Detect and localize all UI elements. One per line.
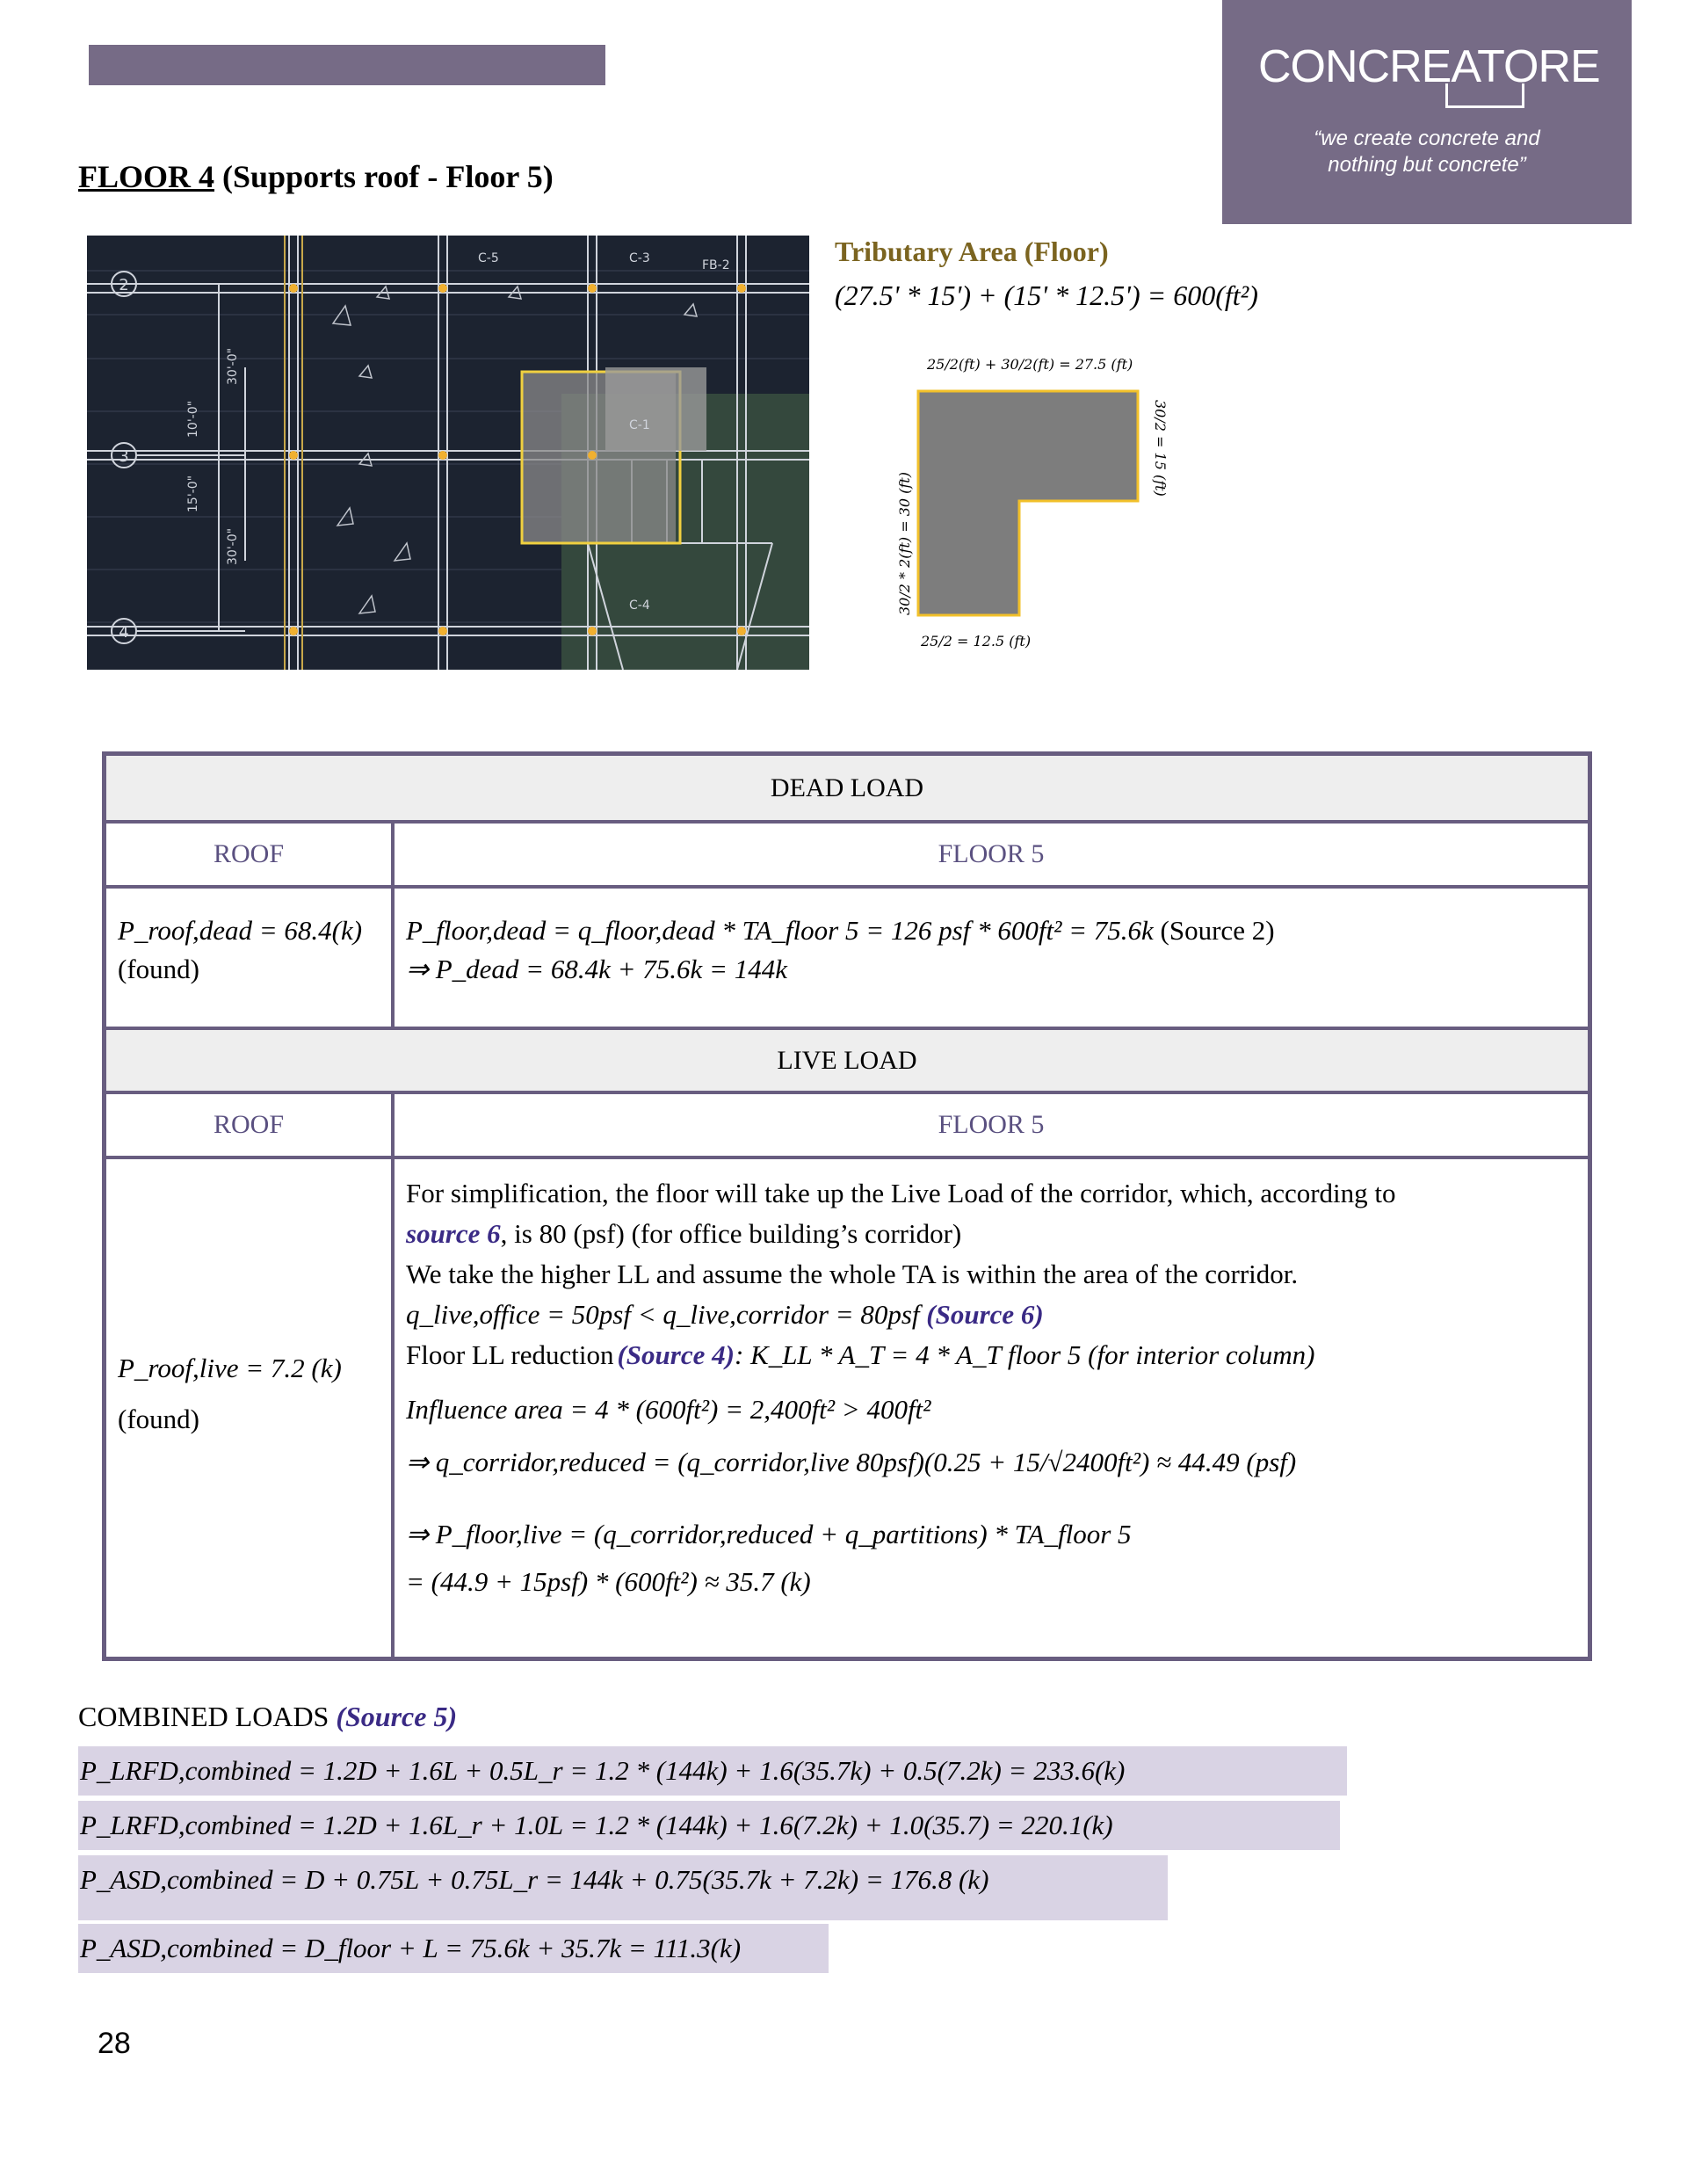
svg-text:C-1: C-1: [629, 418, 650, 432]
svg-text:3: 3: [119, 447, 129, 466]
tributary-area-title: Tributary Area (Floor): [835, 236, 1109, 267]
brand-tagline: “we create concrete and nothing but concrete”: [1314, 127, 1540, 177]
header-bar: [89, 45, 605, 85]
diagram-bottom-label: 25/2 = 12.5 (ft): [921, 633, 1032, 649]
dead-load-floor-cell: [395, 889, 1588, 1027]
live-text-1: For simplification, the floor will take up the Live Load of the corridor, which, according to: [406, 1178, 1396, 1208]
roof-column-header: ROOF: [106, 824, 395, 885]
combined-asd-row-2: P_ASD,combined = D_floor + L = 75.6k + 35.7k = 111.3(k): [78, 1924, 829, 1973]
svg-text:C-5: C-5: [478, 251, 499, 265]
combined-lrfd-row-2: P_LRFD,combined = 1.2D + 1.6L_r + 1.0L = 1.2 * (144k) + 1.6(7.2k) + 1.0(35.7) = 220.1(k): [78, 1801, 1340, 1850]
brand-name: CONCREATORE: [1258, 41, 1600, 92]
live-equation-5: ⇒ P_floor,live = (q_corridor,reduced + q_partitions) * TA_floor 5: [406, 1519, 1132, 1549]
dead-load-values: [106, 889, 1588, 1030]
svg-text:C-4: C-4: [629, 599, 650, 613]
live-roof-equation: P_roof,live = 7.2 (k): [118, 1353, 342, 1383]
floor5-column-header: FLOOR 5: [938, 839, 1045, 868]
diagram-left-label: 30/2 * 2(ft) = 30 (ft): [896, 472, 913, 615]
live-load-values: [106, 1159, 1588, 1657]
tributary-area-diagram: [844, 334, 1248, 668]
brand-mark: [1445, 83, 1524, 108]
svg-text:10'-0": 10'-0": [186, 400, 200, 438]
live-load-header: LIVE LOAD: [106, 1030, 1588, 1094]
dead-floor-equation-2: ⇒ P_dead = 68.4k + 75.6k = 144k: [406, 954, 787, 984]
live-text-3: We take the higher LL and assume the whole TA is within the area of the corridor.: [406, 1259, 1299, 1289]
combined-asd-row-1: P_ASD,combined = D + 0.75L + 0.75L_r = 144k + 0.75(35.7k + 7.2k) = 176.8 (k): [78, 1855, 1168, 1920]
cad-floor-plan: [87, 236, 809, 670]
live-roof-found: (found): [118, 1404, 199, 1434]
tributary-area-equation: (27.5' * 15') + (15' * 12.5') = 600(ft²): [835, 279, 1258, 311]
live-equation-4: ⇒ q_corridor,reduced = (q_corridor,live 80psf)(0.25 + 15/√2400ft²) ≈ 44.49 (psf): [406, 1447, 1297, 1477]
svg-text:15'-0": 15'-0": [186, 475, 200, 512]
diagram-top-label: 25/2(ft) + 30/2(ft) = 27.5 (ft): [927, 356, 1133, 373]
dead-load-column-headers: [106, 824, 1588, 889]
svg-text:2: 2: [119, 276, 129, 294]
dead-roof-equation: P_roof,dead = 68.4(k): [118, 915, 363, 946]
floor5-column-header: FLOOR 5: [938, 1110, 1045, 1139]
svg-text:30'-0": 30'-0": [226, 347, 240, 385]
live-equation-6: = (44.9 + 15psf) * (600ft²) ≈ 35.7 (k): [406, 1566, 811, 1597]
svg-text:C-3: C-3: [629, 251, 650, 265]
live-load-roof-cell: [106, 1159, 395, 1657]
dead-load-header: DEAD LOAD: [106, 756, 1588, 824]
page-title: FLOOR 4 (Supports roof - Floor 5): [78, 159, 554, 194]
dead-roof-found: (found): [118, 954, 199, 984]
dead-floor-equation-1: P_floor,dead = q_floor,dead * TA_floor 5 = 126 psf * 600ft² = 75.6k (Source 2): [406, 915, 1275, 946]
live-text-2: source 6, is 80 (psf) (for office building’s corridor): [406, 1218, 962, 1249]
live-load-floor-cell: [395, 1159, 1588, 1657]
live-equation-1: q_live,office = 50psf < q_live,corridor = 80psf (Source 6): [406, 1299, 1044, 1330]
dead-load-roof-cell: [106, 889, 395, 1027]
combined-lrfd-row-1: P_LRFD,combined = 1.2D + 1.6L + 0.5L_r = 1.2 * (144k) + 1.6(35.7k) + 0.5(7.2k) = 233.6(k): [78, 1746, 1347, 1796]
svg-text:30'-0": 30'-0": [226, 527, 240, 565]
loads-table: [102, 751, 1592, 1661]
combined-loads-title: COMBINED LOADS (Source 5): [78, 1701, 458, 1732]
svg-text:FB-2: FB-2: [702, 258, 730, 272]
live-equation-2: Floor LL reduction (Source 4): K_LL * A_T = 4 * A_T floor 5 (for interior column): [406, 1339, 1315, 1370]
live-equation-3: Influence area = 4 * (600ft²) = 2,400ft² > 400ft²: [406, 1394, 931, 1425]
svg-text:4: 4: [119, 623, 129, 642]
diagram-right-label: 30/2 = 15 (ft): [1152, 400, 1169, 497]
live-load-column-headers: [106, 1094, 1588, 1159]
brand-logo-box: [1222, 0, 1632, 224]
roof-column-header: ROOF: [106, 1094, 395, 1156]
page-number: 28: [98, 2027, 131, 2060]
